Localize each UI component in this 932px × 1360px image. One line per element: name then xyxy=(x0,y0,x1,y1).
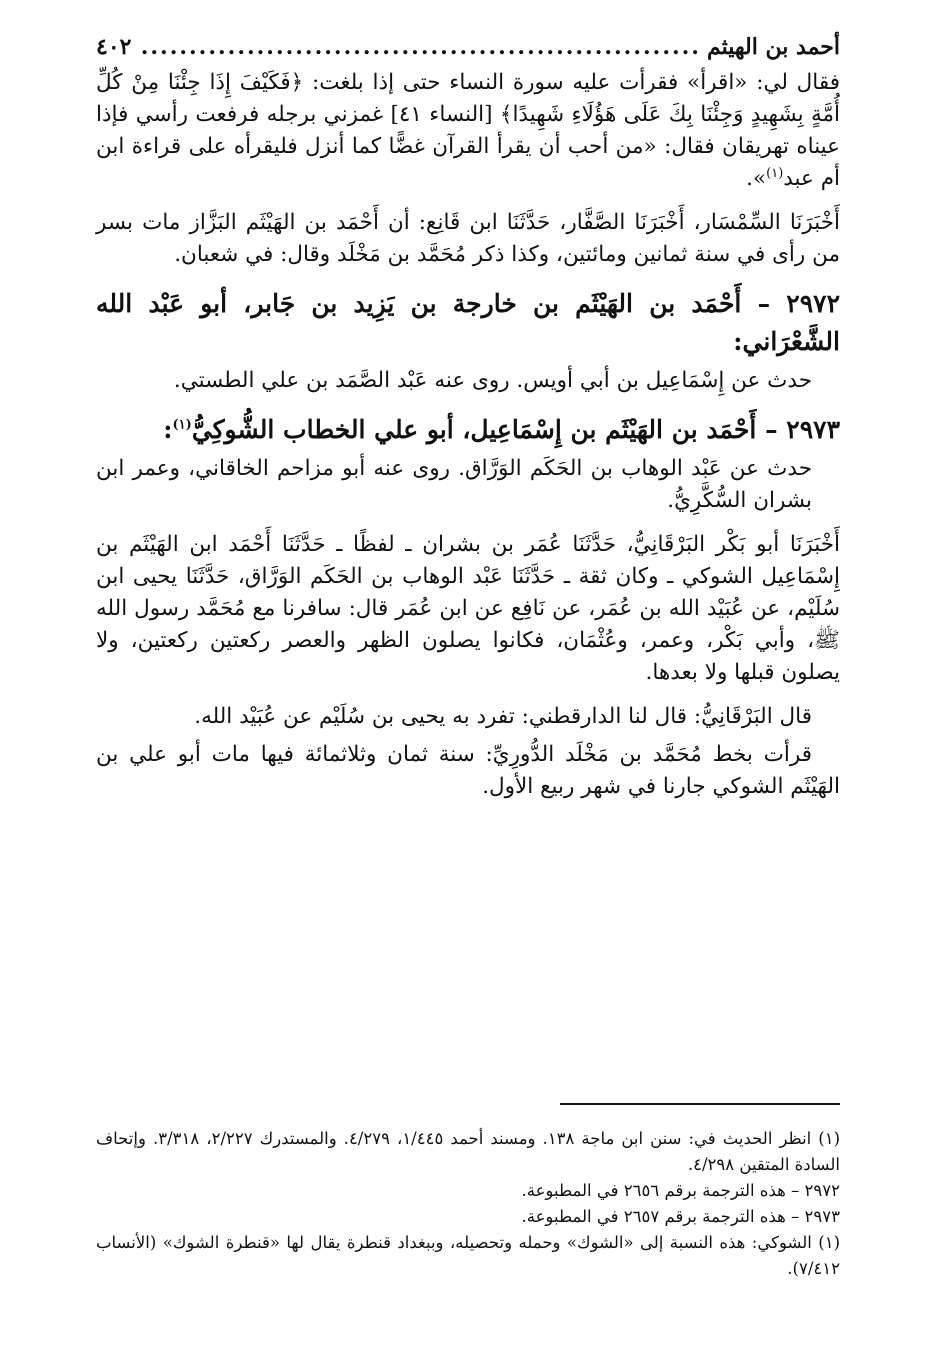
paragraph-hadith xyxy=(96,67,840,195)
running-title: أحمد بن الهيثم xyxy=(706,34,840,60)
page-header xyxy=(96,30,840,67)
footnote-marker: (١) xyxy=(766,165,784,181)
footnote-separator xyxy=(560,1103,840,1105)
footnote-shawki: (١) الشوكي: هذه النسبة إلى «الشوك» وحمله وتحصيله، وببغداد قنطرة يقال لها «قنطرة الشوك» (الأنساب ٧/٤١٢). xyxy=(96,1233,840,1278)
paragraph-hadith-end: ». xyxy=(746,166,767,191)
footnote-1: (١) انظر الحديث في: سنن ابن ماجة ١٣٨. ومسند أحمد ١/٤٤٥، ٤/٢٧٩. والمستدرك ٢/٢٢٧، ٣/٣١٨. وإتحاف السادة المتقين ٤/٢٩٨. xyxy=(96,1129,841,1174)
paragraph-duri: قرأت بخط مُحَمَّد بن مَخْلَد الدُّورِيِّ: سنة ثمان وثلاثمائة فيها مات أبو علي بن الهَيْثَم الشوكي جارنا في شهر ربيع الأول. xyxy=(96,742,840,799)
footnotes xyxy=(96,1126,840,1282)
page-body xyxy=(96,30,840,803)
footnote-2972: ٢٩٧٢ – هذه الترجمة برقم ٢٦٥٦ في المطبوعة. xyxy=(521,1181,840,1200)
paragraph-hadith-text: فقال لي: «اقرأ» فقرأت عليه سورة النساء حتى إذا بلغت: ﴿فَكَيْفَ إِذَا جِئْنَا مِنْ كُلِّ أُمَّةٍ بِشَهِيدٍ وَجِئْنَا بِكَ عَلَى هَؤُلَاءِ شَهِيدًا﴾ [النساء ٤١] غمزني برجله فرفعت رأسي فإذا عيناه تهريقان فقال: «من أحب أن يقرأ القرآن غضًّا كما أنزل فليقرأه على قراءة ابن أم عبد xyxy=(96,70,840,191)
entry-2972-title: ٢٩٧٢ – أَحْمَد بن الهَيْثَم بن خارجة بن يَزِيد بن جَابر، أبو عَبْد الله الشَّعْرَاني: xyxy=(96,289,840,356)
entry-2973-body: حدث عن عَبْد الوهاب بن الحَكَم الوَرَّاق. روى عنه أبو مزاحم الخاقاني، وعمر ابن بشران السُّكَّرِيُّ. xyxy=(96,456,812,513)
entry-2973-title-end: : xyxy=(163,415,173,444)
entry-2973-title xyxy=(96,411,840,449)
leader-dots xyxy=(137,30,701,64)
paragraph-isnad: أَخْبَرَنَا أبو بَكْر البَرْقَانِيُّ، حَدَّثَنَا عُمَر بن بشران ـ لفظًا ـ حَدَّثَنَا أَحْمَد ابن الهَيْثَم بن إِسْمَاعِيل الشوكي ـ وكان ثقة ـ حَدَّثَنَا عَبْد الوهاب بن الحَكَم الوَرَّاق، حَدَّثَنَا يحيى ابن سُلَيْم، عن عُبَيْد الله بن عُمَر، عن نَافِع عن ابن عُمَر قال: سافرنا مع مُحَمَّد رسول الله ﷺ، وأبي بَكْر، وعمر، وعُثْمَان، فكانوا يصلون الظهر والعصر ركعتين ركعتين، ولا يصلون قبلها ولا بعدها. xyxy=(96,532,840,685)
footnote-2973: ٢٩٧٣ – هذه الترجمة برقم ٢٦٥٧ في المطبوعة. xyxy=(521,1207,840,1226)
page-number: ٤٠٢ xyxy=(96,34,132,60)
paragraph-death-report: أَخْبَرَنَا السِّمْسَار، أَخْبَرَنَا الصَّفَّار، حَدَّثَنَا ابن قَانِع: أن أَحْمَد بن الهَيْثَم البَزَّاز مات بسر من رأى في سنة ثمانين ومائتين، وكذا ذكر مُحَمَّد بن مَخْلَد وقال: في شعبان. xyxy=(96,210,840,267)
entry-2973-title-text: ٢٩٧٣ – أَحْمَد بن الهَيْثَم بن إِسْمَاعِيل، أبو علي الخطاب الشُّوكِيُّ xyxy=(191,415,840,444)
footnote-marker: (١) xyxy=(172,417,192,433)
entry-2972-body: حدث عن إِسْمَاعِيل بن أبي أويس. روى عنه عَبْد الصَّمَد بن علي الطستي. xyxy=(173,368,812,393)
paragraph-barqani: قال البَرْقَانِيُّ: قال لنا الدارقطني: تفرد به يحيى بن سُلَيْم عن عُبَيْد الله. xyxy=(194,704,812,729)
